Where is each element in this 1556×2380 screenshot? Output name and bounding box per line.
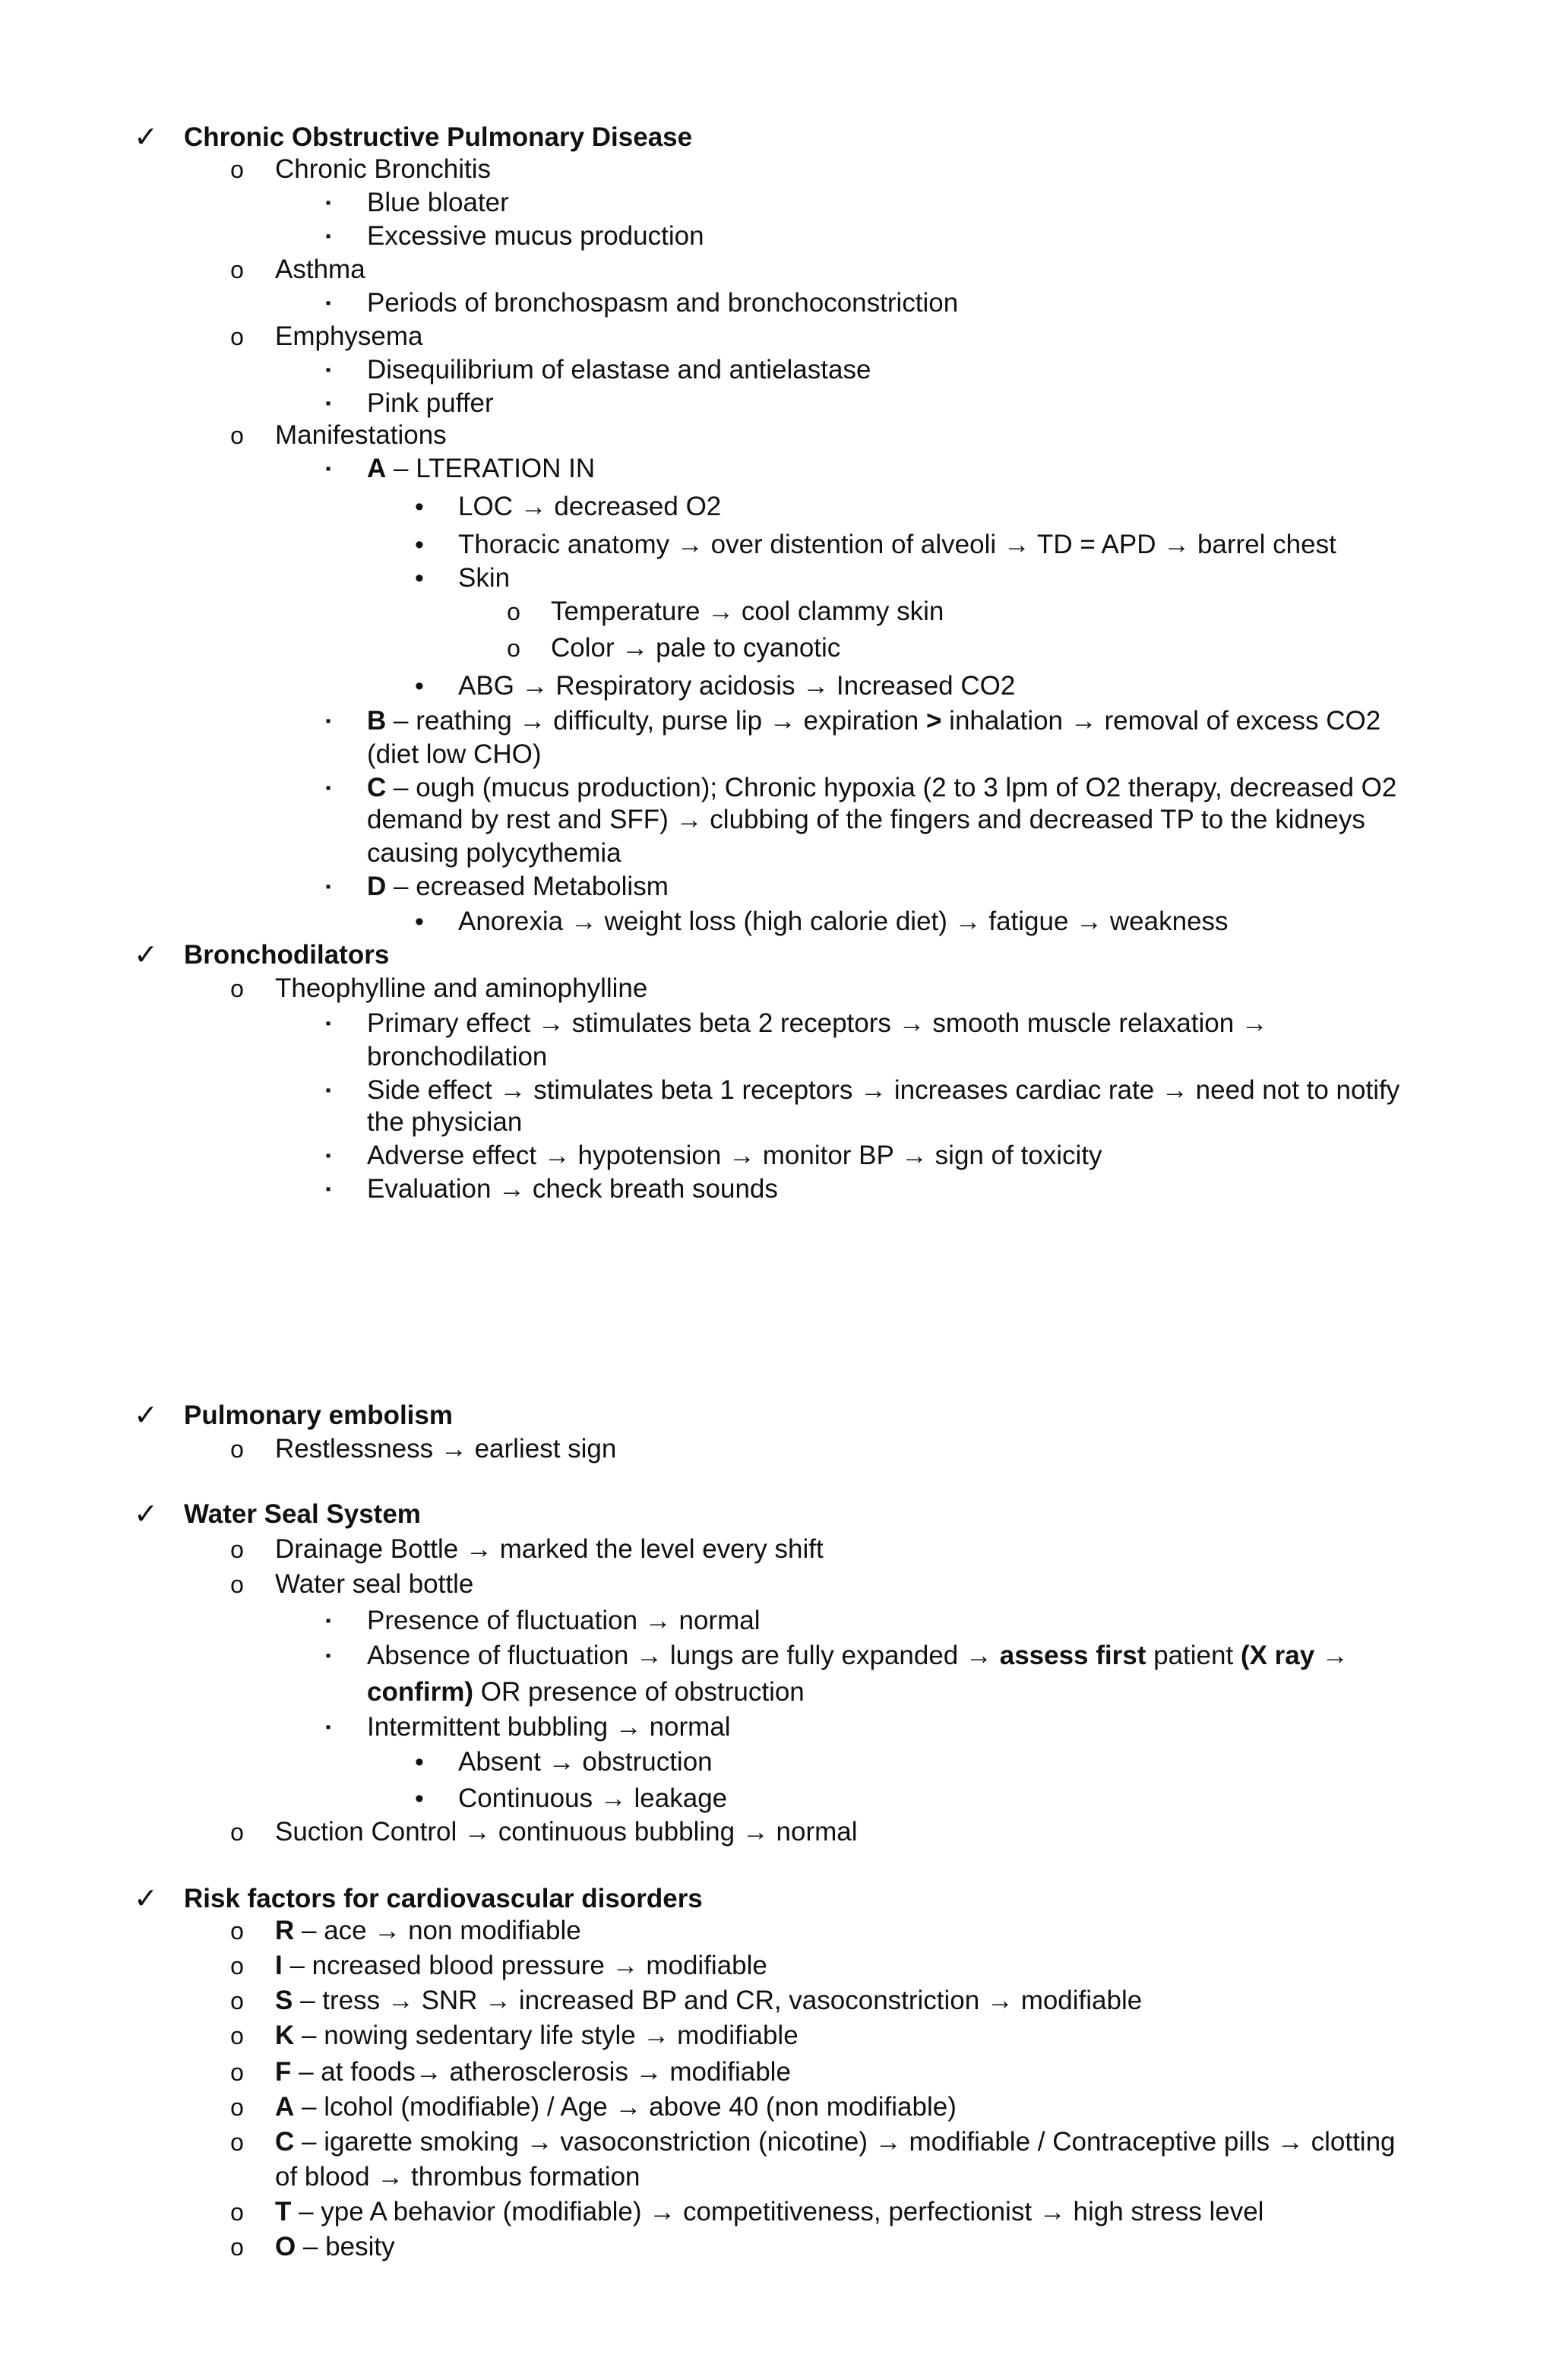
outline-text (275, 2161, 640, 2193)
text-run: Periods of bronchospasm and bronchoconstriction (367, 288, 959, 318)
square-bullet-icon: ▪ (325, 1613, 331, 1629)
bold-run: R (275, 1916, 295, 1945)
circle-bullet-icon: o (230, 1536, 244, 1563)
outline-text (458, 906, 1229, 938)
text-run: – ace → non modifiable (294, 1916, 581, 1945)
outline-text (367, 1041, 547, 1073)
text-run: Water seal bottle (275, 1569, 474, 1599)
text-run: Suction Control → continuous bubbling → normal (275, 1817, 858, 1847)
outline-text (367, 1074, 1399, 1106)
bold-run: C (367, 773, 387, 802)
outline-text (367, 739, 541, 771)
dot-bullet-icon: • (415, 564, 424, 593)
text-run: Side effect → stimulates beta 1 receptors → increases cardiac rate → need not to notify (367, 1075, 1400, 1105)
square-bullet-icon: ▪ (325, 362, 331, 378)
outline-text (275, 2126, 1396, 2158)
circle-bullet-icon: o (230, 2233, 244, 2261)
circle-bullet-icon: o (230, 1571, 244, 1598)
bold-run: O (275, 2232, 296, 2261)
bold-run: S (275, 1986, 293, 2015)
text-run: Chronic Bronchitis (275, 154, 491, 184)
square-bullet-icon: ▪ (325, 713, 331, 730)
bold-run: (X ray → (1240, 1641, 1349, 1670)
text-run: – nowing sedentary life style → modifiable (294, 2021, 799, 2050)
outline-text (275, 2056, 791, 2088)
text-run: – at foods→ atherosclerosis → modifiable (291, 2057, 791, 2087)
outline-text (367, 1605, 760, 1637)
square-bullet-icon: ▪ (325, 295, 331, 312)
dot-bullet-icon: • (415, 672, 424, 701)
bold-run: A (275, 2092, 295, 2122)
text-run: patient (1146, 1641, 1241, 1670)
outline-text (458, 1746, 713, 1778)
text-run: – LTERATION IN (386, 454, 596, 483)
text-run: Continuous → leakage (458, 1783, 728, 1813)
outline-text (275, 2020, 799, 2052)
outline-text (184, 1883, 703, 1915)
text-run: Thoracic anatomy → over distention of alveoli → TD = APD → barrel chest (458, 530, 1336, 559)
circle-bullet-icon: o (507, 635, 520, 662)
check-bullet-icon: ✓ (134, 939, 158, 971)
bold-run: assess first (999, 1641, 1146, 1670)
text-run: Disequilibrium of elastase and antielastase (367, 355, 871, 385)
dot-bullet-icon: • (415, 492, 424, 521)
circle-bullet-icon: o (230, 1952, 244, 1980)
outline-text (275, 1433, 616, 1465)
square-bullet-icon: ▪ (325, 1015, 331, 1032)
text-run: the physician (367, 1107, 523, 1137)
square-bullet-icon: ▪ (325, 195, 331, 211)
circle-bullet-icon: o (230, 1987, 244, 2014)
outline-text (184, 122, 692, 153)
text-run: LOC → decreased O2 (458, 492, 722, 521)
square-bullet-icon: ▪ (325, 1181, 331, 1198)
circle-bullet-icon: o (230, 256, 244, 283)
text-run: Evaluation → check breath sounds (367, 1174, 778, 1204)
text-run: Emphysema (275, 321, 423, 351)
text-run: Manifestations (275, 420, 447, 450)
circle-bullet-icon: o (230, 2059, 244, 2086)
text-run: Temperature → cool clammy skin (551, 597, 944, 626)
outline-text (367, 220, 704, 252)
check-bullet-icon: ✓ (134, 1499, 158, 1530)
check-bullet-icon: ✓ (134, 122, 158, 153)
text-run: Theophylline and aminophylline (275, 973, 648, 1003)
outline-text (275, 254, 365, 286)
circle-bullet-icon: o (230, 323, 244, 350)
text-run: Presence of fluctuation → normal (367, 1606, 761, 1635)
bold-run: F (275, 2057, 292, 2087)
square-bullet-icon: ▪ (325, 878, 331, 895)
text-run: ABG → Respiratory acidosis → Increased CO2 (458, 671, 1016, 701)
outline-text (275, 153, 491, 185)
outline-text (275, 2091, 957, 2123)
text-run: – besity (296, 2232, 395, 2261)
text-run: Asthma (275, 255, 365, 284)
outline-text (184, 939, 389, 971)
outline-text (367, 1640, 1349, 1672)
outline-text (367, 705, 1380, 737)
square-bullet-icon: ▪ (325, 1647, 331, 1664)
text-run: Primary effect → stimulates beta 2 receptors → smooth muscle relaxation → (367, 1008, 1268, 1038)
outline-text (367, 1676, 805, 1708)
bold-run: T (275, 2197, 292, 2227)
outline-text (275, 2231, 395, 2263)
square-bullet-icon: ▪ (325, 1147, 331, 1164)
outline-text (275, 1950, 767, 1982)
outline-text (275, 973, 647, 1005)
circle-bullet-icon: o (230, 2198, 244, 2226)
bold-run: Chronic Obstructive Pulmonary Disease (184, 122, 693, 152)
bold-run: B (367, 706, 387, 736)
text-run: causing polycythemia (367, 838, 621, 868)
circle-bullet-icon: o (230, 1435, 244, 1463)
outline-text (551, 632, 840, 664)
text-run: inhalation → removal of excess CO2 (941, 706, 1381, 736)
outline-text (367, 453, 595, 485)
outline-text (275, 2196, 1263, 2228)
text-run: – reathing → difficulty, purse lip → expiration (386, 706, 926, 736)
outline-text (275, 321, 423, 353)
text-run: Adverse effect → hypotension → monitor BP → sign of toxicity (367, 1141, 1102, 1170)
text-run: – ough (mucus production); Chronic hypoxia (2 to 3 lpm of O2 therapy, decreased O2 (386, 773, 1397, 802)
check-bullet-icon: ✓ (134, 1400, 158, 1432)
outline-text (367, 1106, 522, 1138)
bold-run: A (367, 454, 387, 483)
dot-bullet-icon: • (415, 530, 424, 559)
circle-bullet-icon: o (230, 975, 244, 1002)
text-run: – igarette smoking → vasoconstriction (nicotine) → modifiable / Contraceptive pills → clotting (294, 2127, 1396, 2157)
dot-bullet-icon: • (415, 907, 424, 936)
circle-bullet-icon: o (507, 598, 520, 625)
text-run: – tress → SNR → increased BP and CR, vasoconstriction → modifiable (293, 1986, 1143, 2015)
square-bullet-icon: ▪ (325, 780, 331, 796)
bold-run: Pulmonary embolism (184, 1400, 453, 1430)
square-bullet-icon: ▪ (325, 228, 331, 245)
text-run: Blue bloater (367, 188, 509, 217)
text-run: – lcohol (modifiable) / Age → above 40 (non modifiable) (294, 2092, 957, 2122)
bold-run: Bronchodilators (184, 940, 390, 970)
outline-text (275, 1568, 473, 1600)
outline-text (367, 871, 669, 903)
outline-text (367, 1711, 731, 1743)
text-run: – ecreased Metabolism (386, 872, 669, 901)
square-bullet-icon: ▪ (325, 460, 331, 477)
outline-text (367, 1140, 1102, 1172)
outline-text (458, 491, 721, 523)
bold-run: Risk factors for cardiovascular disorders (184, 1884, 703, 1913)
text-run: OR presence of obstruction (473, 1677, 805, 1707)
bold-run: D (367, 872, 387, 901)
outline-text (275, 1533, 824, 1565)
outline-text (275, 1915, 581, 1947)
outline-text (458, 562, 510, 594)
text-run: – ype A behavior (modifiable) → competitiveness, perfectionist → high stress level (291, 2197, 1264, 2227)
dot-bullet-icon: • (415, 1748, 424, 1777)
circle-bullet-icon: o (230, 2128, 244, 2156)
text-run: of blood → thrombus formation (275, 2162, 640, 2192)
outline-text (367, 1008, 1268, 1040)
circle-bullet-icon: o (230, 422, 244, 449)
bold-run: Water Seal System (184, 1499, 421, 1529)
square-bullet-icon: ▪ (325, 1719, 331, 1736)
outline-text (275, 1985, 1142, 2017)
outline-text (367, 772, 1396, 804)
outline-text (551, 596, 944, 628)
outline-text (275, 1816, 858, 1848)
square-bullet-icon: ▪ (325, 1082, 331, 1099)
outline-text (367, 837, 621, 869)
outline-text (458, 1783, 727, 1815)
text-run: Pink puffer (367, 388, 494, 418)
circle-bullet-icon: o (230, 1917, 244, 1945)
text-run: (diet low CHO) (367, 739, 542, 769)
outline-text (367, 187, 509, 219)
outline-text (367, 804, 1365, 836)
text-run: Drainage Bottle → marked the level every shift (275, 1534, 824, 1564)
circle-bullet-icon: o (230, 156, 244, 183)
text-run: Excessive mucus production (367, 221, 704, 251)
outline-text (458, 670, 1015, 702)
outline-text (367, 1173, 778, 1205)
bold-run: > (926, 706, 942, 736)
bold-run: C (275, 2127, 295, 2157)
outline-text (184, 1400, 453, 1432)
circle-bullet-icon: o (230, 2022, 244, 2049)
text-run: – ncreased blood pressure → modifiable (282, 1951, 767, 1980)
outline-text (184, 1499, 421, 1530)
text-run: Skin (458, 563, 511, 593)
outline-text (367, 388, 494, 419)
outline-text (458, 529, 1336, 561)
text-run: Intermittent bubbling → normal (367, 1712, 731, 1742)
bold-run: I (275, 1951, 283, 1980)
bold-run: K (275, 2021, 295, 2050)
dot-bullet-icon: • (415, 1784, 424, 1813)
circle-bullet-icon: o (230, 2094, 244, 2121)
outline-text (275, 419, 447, 451)
check-bullet-icon: ✓ (134, 1883, 158, 1915)
text-run: Color → pale to cyanotic (551, 633, 841, 663)
square-bullet-icon: ▪ (325, 395, 331, 412)
text-run: Restlessness → earliest sign (275, 1434, 617, 1464)
outline-text (367, 354, 871, 386)
text-run: demand by rest and SFF) → clubbing of the fingers and decreased TP to the kidneys (367, 805, 1365, 834)
bold-run: confirm) (367, 1677, 473, 1707)
circle-bullet-icon: o (230, 1818, 244, 1846)
text-run: Absence of fluctuation → lungs are fully expanded → (367, 1641, 1000, 1670)
text-run: Absent → obstruction (458, 1747, 713, 1777)
text-run: bronchodilation (367, 1042, 548, 1071)
outline-text (367, 287, 958, 319)
text-run: Anorexia → weight loss (high calorie diet) → fatigue → weakness (458, 907, 1229, 936)
